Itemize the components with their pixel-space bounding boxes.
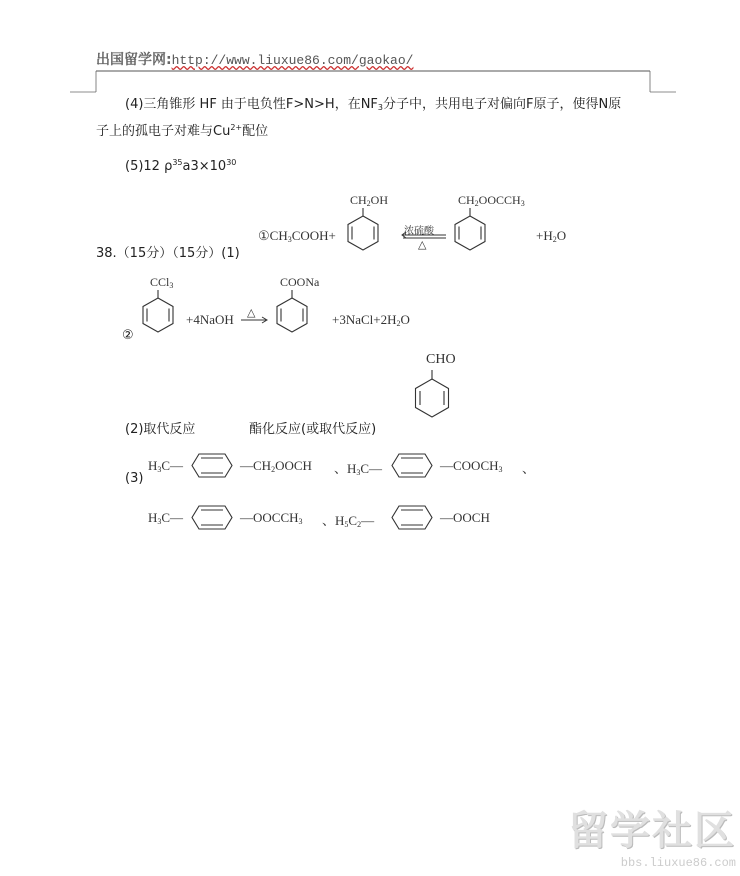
separator: 、 (522, 461, 536, 476)
isomer-1-right: $—CH_2OOCH$ (240, 458, 312, 474)
benzene-ring-sodium-benzoate (274, 290, 314, 340)
isomer-3-left: $H_3C—$ (148, 510, 184, 526)
isomer-2-right: $—COOCH_3$ (440, 458, 503, 474)
site-url[interactable]: http://www.liuxue86.com/gaokao/ (171, 53, 414, 68)
reaction-1-water: $+H_2O$ (536, 228, 567, 244)
benzene-ring-benzyl-acetate (452, 208, 492, 258)
aldehyde-group: CHO (426, 352, 456, 367)
benzene-ring-benzaldehyde (412, 370, 456, 426)
isomer-2-left: 、$H_3C—$ (334, 461, 383, 477)
question-38-label: 38.（15分）（15分）(1) (96, 246, 240, 261)
reaction-2-products: $+3NaCl+2H_2O$ (332, 312, 410, 328)
answer-4-line2: 子上的孤电子对难与$Cu^{2+}$配位 (96, 123, 269, 139)
answer-4-line1: (4)三角锥形 HF 由于电负性F>N>H，在$NF_3$分子中，共用电子对偏向F原子，使得N原 (125, 97, 622, 112)
watermark-url: bbs.liuxue86.com (620, 856, 736, 870)
watermark (568, 799, 736, 870)
benzene-ring-isomer-1 (184, 452, 240, 480)
benzene-ring-benzyl-alcohol (345, 208, 385, 258)
isomer-3-right: $—OOCCH_3$ (240, 510, 303, 526)
benzene-ring-isomer-3 (184, 504, 240, 532)
benzyl-alcohol-group: $CH_2OH$ (350, 193, 389, 208)
answer-2-reaction-type: (2)取代反应 (125, 422, 196, 437)
answer-2-esterification: 酯化反应(或取代反应) (249, 422, 377, 437)
isomer-4-right: —OOCH (440, 510, 490, 525)
carboxylate-group: COONa (280, 275, 320, 289)
reaction-1-heat: △ (418, 238, 427, 251)
reaction-2-arrow (240, 316, 270, 324)
answer-5: (5)12 $\rho^{35}a3\times 10^{30}$ (125, 158, 237, 174)
benzene-ring-isomer-2 (384, 452, 440, 480)
site-name: 出国留学网: (96, 52, 172, 68)
trichloromethyl-group: CCl$_3$ (150, 275, 174, 290)
reaction-1-condition: 浓硫酸 (404, 226, 434, 237)
benzene-ring-trichloromethyl (140, 290, 180, 340)
reaction-2-number: ② (122, 328, 134, 343)
benzyl-acetate-group: $CH_2OOCCH_3$ (458, 193, 525, 208)
benzene-ring-isomer-4 (384, 504, 440, 532)
reaction-2-naoh: +4NaOH (186, 312, 234, 327)
reaction-1-reactant: $①CH_3COOH+$ (258, 228, 336, 244)
answer-3-label: (3) (125, 471, 144, 486)
reaction-2-heat: △ (247, 306, 256, 319)
isomer-1-left: $H_3C—$ (148, 458, 184, 474)
isomer-4-left: 、$H_5C_2—$ (322, 513, 375, 529)
watermark-logo: 留学社区 (568, 808, 736, 854)
